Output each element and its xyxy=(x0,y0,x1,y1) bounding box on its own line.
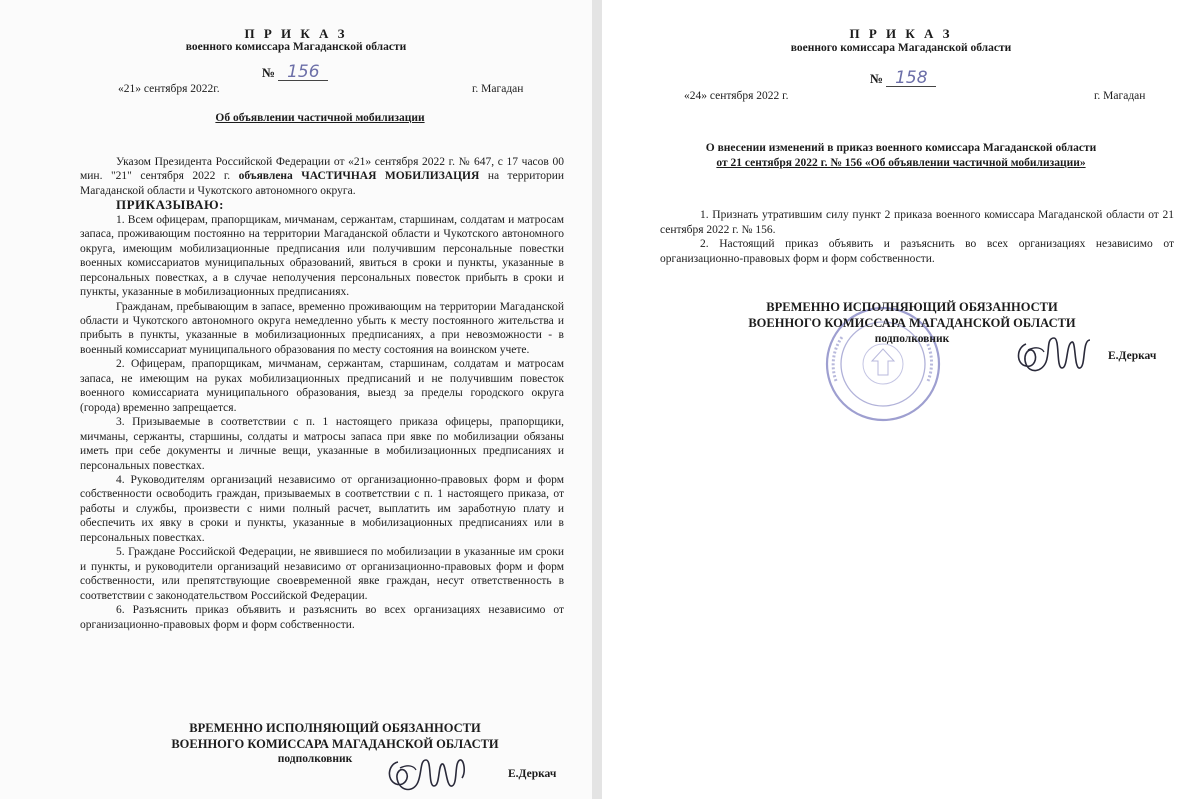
handwritten-signature xyxy=(1010,322,1102,382)
order-date: «24» сентября 2022 г. xyxy=(684,90,789,102)
handwritten-number: 156 xyxy=(278,64,328,81)
intro-paragraph xyxy=(80,155,564,198)
signature-rank: подполковник xyxy=(874,333,950,345)
signature-name: Е.Деркач xyxy=(1108,350,1157,362)
clause-2: 2. Офицерам, прапорщикам, мичманам, сержантам, старшинам, солдатам и матросам запаса, не имеющим на руках мобилизационных предписаний и не получившим повесток военного комиссариата муниципального образования, выезд за пределы городского округа (города) временно запрещается. xyxy=(80,358,564,414)
order-issuer: военного комиссара Магаданской области xyxy=(790,42,1012,54)
intro-text: Указом Президента Российской Федерации от «21» сентября 2022 г. № 647, с 17 часов 00 мин. "21" сентября 2022 г. xyxy=(80,156,564,183)
clause-1b: Гражданам, пребывающим в запасе, временно проживающим на территории Магаданской области и Чукотского автономного округа немедленно убыть к месту постоянного жительства и прибыть в пункты, указанные в мобилизационных предписаниях, а при невозможности - в военный комиссариат муниципального образования по месту состояния на воинском учете. xyxy=(80,300,564,356)
order-156-page xyxy=(0,0,592,799)
signature-rank: подполковник xyxy=(277,753,353,765)
clause-1: 1. Признать утратившим силу пункт 2 приказа военного комиссара Магаданской области от 21 сентября 2022 г. № 156. xyxy=(660,209,1174,236)
order-place: г. Магадан xyxy=(1094,90,1146,102)
signature-title-1: ВРЕМЕННО ИСПОЛНЯЮЩИЙ ОБЯЗАННОСТИ xyxy=(766,300,1058,314)
clause-4: 4. Руководителям организаций независимо от организационно-правовых форм и форм собственности освободить граждан, призываемых в соответствии с п. 1 настоящего приказа, от работы и службы, произвести с ними полный расчет, выплатить им заработную плату и обеспечить их явку в сроки и пункты, указанные в мобилизационных предписаниях или в персональных повестках. xyxy=(80,473,564,544)
clause-6: 6. Разъяснить приказ объявить и разъяснить во всех организациях независимо от организационно-правовых форм и форм собственности. xyxy=(80,604,564,631)
order-subject-line1: О внесении изменений в приказ военного комиссара Магаданской области xyxy=(705,142,1097,154)
intro-tail: на территории Магаданской области и Чукотского автономного округа. xyxy=(80,170,565,197)
signature-name: Е.Деркач xyxy=(508,768,557,780)
intro-bold: объявлена ЧАСТИЧНАЯ МОБИЛИЗАЦИЯ xyxy=(238,170,480,183)
signature-title-1: ВРЕМЕННО ИСПОЛНЯЮЩИЙ ОБЯЗАННОСТИ xyxy=(189,721,481,735)
order-body xyxy=(660,208,1174,266)
page-divider xyxy=(592,0,602,799)
order-date: «21» сентября 2022г. xyxy=(118,83,220,95)
clause-2: 2. Настоящий приказ объявить и разъяснить во всех организациях независимо от организационно-правовых форм и форм собственности. xyxy=(660,238,1174,265)
order-subject-line2: от 21 сентября 2022 г. № 156 «Об объявлении частичной мобилизации» xyxy=(716,157,1086,169)
order-number xyxy=(262,64,328,81)
signature-title-2: ВОЕННОГО КОМИССАРА МАГАДАНСКОЙ ОБЛАСТИ xyxy=(748,316,1076,330)
clause-3: 3. Призываемые в соответствии с п. 1 настоящего приказа офицеры, прапорщики, мичманы, сержанты, старшины, солдаты и матросы запаса при явке по мобилизации обязаны иметь при себе документы и личные вещи, указанные в мобилизационных предписаниях и персональных повестках. xyxy=(80,416,564,472)
order-subject: Об объявлении частичной мобилизации xyxy=(215,112,425,124)
number-prefix: № xyxy=(262,65,276,80)
clause-5: 5. Граждане Российской Федерации, не явившиеся по мобилизации в указанные им сроки и пункты, и руководители организаций независимо от организационно-правовых форм и форм собственности, или препятствующие своевременной явке граждан, несут ответственность в соответствии с законодательством Российской Федерации. xyxy=(80,546,564,602)
handwritten-number: 158 xyxy=(886,70,936,87)
order-158-page xyxy=(602,0,1200,799)
order-title: П Р И К А З xyxy=(244,26,348,41)
signature-title-2: ВОЕННОГО КОМИССАРА МАГАДАНСКОЙ ОБЛАСТИ xyxy=(171,737,499,751)
number-prefix: № xyxy=(870,71,884,86)
order-word: ПРИКАЗЫВАЮ: xyxy=(116,197,224,213)
order-issuer: военного комиссара Магаданской области xyxy=(185,41,407,53)
order-title: П Р И К А З xyxy=(849,26,953,41)
clause-1: 1. Всем офицерам, прапорщикам, мичманам, сержантам, старшинам, солдатам и матросам запаса, проживающим постоянно на территории Магаданской области и Чукотского автономного округа, имеющим мобилизационные предписания или получившим персональные повестки военных комиссариатов муниципальных образований, явиться в сроки и пункты, указанные в персональных повестках, а в случае неполучения персональных повесток прибыть в сроки и пункты, указанные в мобилизационных предписаниях. xyxy=(80,213,564,299)
order-place: г. Магадан xyxy=(472,83,524,95)
order-body xyxy=(80,155,564,632)
handwritten-signature xyxy=(380,742,490,799)
order-number xyxy=(870,70,936,87)
